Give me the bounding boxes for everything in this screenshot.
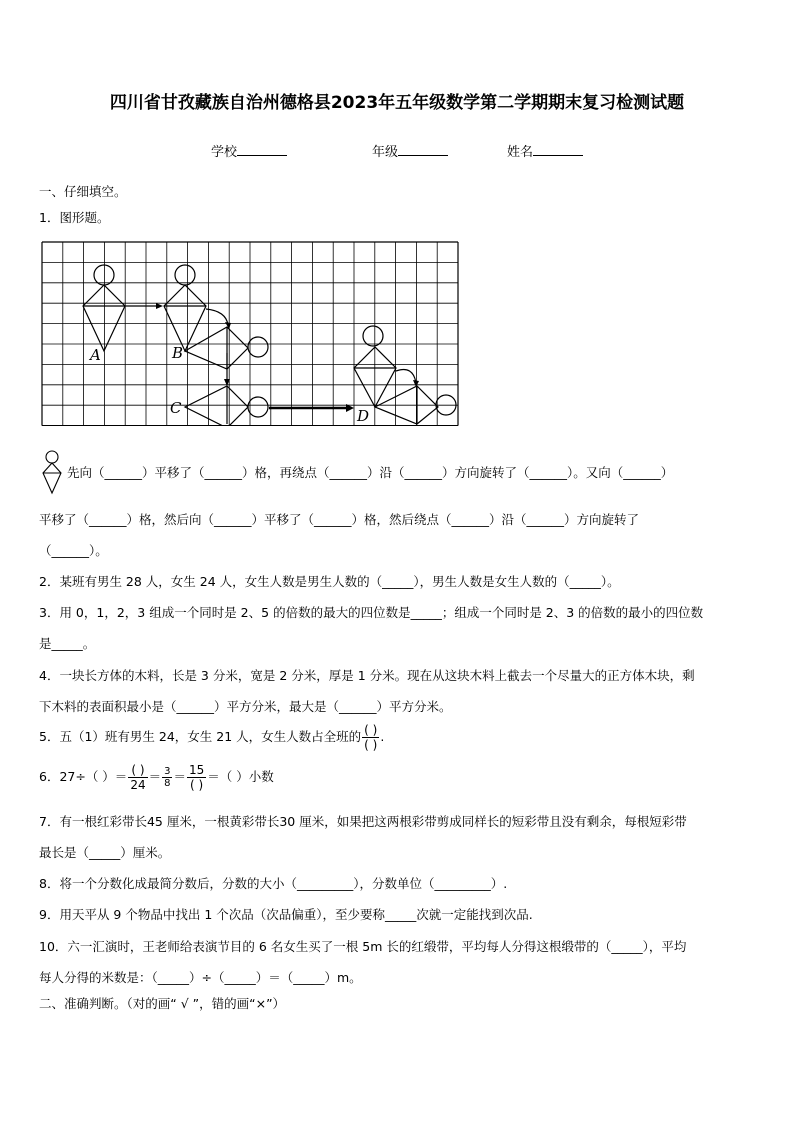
- q7-line2: 最长是（_____）厘米。: [39, 845, 171, 860]
- school-blank: [237, 143, 287, 156]
- name-blank: [533, 143, 583, 156]
- figure-b-diamond: [164, 285, 206, 351]
- name-field: [507, 141, 583, 160]
- figure-label-a: A: [90, 346, 101, 364]
- school-field: [211, 141, 287, 160]
- q6-fraction-2: $\frac{3}{8}$: [164, 766, 171, 789]
- section-1-heading: 一、仔细填空。: [39, 184, 127, 199]
- q6-start: 6．27÷（ ）＝: [39, 769, 128, 784]
- q6: 6．27÷（ ）＝ $\frac{( )}{24}$ ＝ $\frac{3}{8}$ ＝ $\frac{15}{( )}$ ＝（ ）小数: [39, 763, 274, 792]
- q3-line2: 是_____。: [39, 636, 96, 651]
- figure-label-b: B: [172, 344, 184, 362]
- arrow-d-rotate: [396, 370, 416, 384]
- q4-line1: 4．一块长方体的木料，长是 3 分米，宽是 2 分米，厚是 1 分米。现在从这块木料上截去一个尽量大的正方体木块，剩: [39, 668, 695, 683]
- figure-c-diamond: [185, 386, 248, 426]
- q1-line1: 先向（______）平移了（______）格，再绕点（______）沿（______）方向旋转了（______）。又向（______）: [67, 465, 674, 480]
- grid-lines: [42, 242, 458, 426]
- school-label: 学校: [211, 145, 238, 160]
- q5-numerator: ( ): [364, 723, 378, 737]
- reference-figure-icon: [40, 449, 64, 497]
- q1-line3: （______）。: [39, 543, 108, 558]
- figure-label-d: D: [357, 407, 370, 425]
- grade-blank: [398, 143, 448, 156]
- q3-line1: 3．用 0，1，2，3 组成一个同时是 2、5 的倍数的最大的四位数是_____；组成一个同时是 2、3 的倍数的最小的四位数: [39, 605, 704, 620]
- q1-grid-figure: [41, 241, 461, 426]
- q8-text: 8．将一个分数化成最简分数后，分数的大小（_________），分数单位（_________）.: [39, 876, 508, 891]
- q10-line2: 每人分得的米数是：（_____）÷（_____）＝（_____）m。: [39, 970, 362, 985]
- q6-fraction-3: $\frac{15}{( )}$: [189, 763, 205, 792]
- figure-b-rotated-diamond: [185, 327, 248, 369]
- q6-fraction-1: $\frac{( )}{24}$: [130, 763, 146, 792]
- q5-denominator: ( ): [364, 738, 378, 752]
- q1-title: 1．图形题。: [39, 210, 110, 225]
- q5: [39, 723, 384, 752]
- figure-d-circle: [363, 326, 383, 346]
- q2-text: 2．某班有男生 28 人，女生 24 人，女生人数是男生人数的（_____），男生人数是女生人数的（_____）。: [39, 574, 620, 589]
- q1-line2: 平移了（______）格，然后向（______）平移了（______）格，然后绕点（______）沿（______）方向旋转了: [39, 512, 640, 527]
- grade-label: 年级: [372, 145, 399, 160]
- q5-text: 5．五（1）班有男生 24，女生 21 人，女生人数占全班的: [39, 729, 362, 744]
- q4-line2: 下木料的表面积最小是（______）平方分米，最大是（______）平方分米。: [39, 699, 452, 714]
- grade-field: [372, 141, 448, 160]
- q9-text: 9．用天平从 9 个物品中找出 1 个次品（次品偏重），至少要称_____次就一定能找到次品.: [39, 907, 533, 922]
- figure-b-rotated-circle: [248, 337, 268, 357]
- q6-end: ＝（ ）小数: [207, 769, 274, 784]
- section-2-heading: 二、准确判断。（对的画“ √ ”，错的画“×”）: [39, 996, 286, 1011]
- page-title: 四川省甘孜藏族自治州德格县2023年五年级数学第二学期期末复习检测试题: [109, 93, 685, 113]
- arrow-b-rotate: [206, 309, 228, 325]
- q7-line1: 7．有一根红彩带长45 厘米，一根黄彩带长30 厘米，如果把这两根彩带剪成同样长的短彩带且没有剩余，每根短彩带: [39, 814, 687, 829]
- name-label: 姓名: [507, 145, 534, 160]
- figure-label-c: C: [170, 399, 182, 417]
- figure-b-circle: [175, 265, 195, 285]
- q5-end: .: [380, 729, 385, 744]
- figure-c-circle: [248, 397, 268, 417]
- q10-line1: 10．六一汇演时，王老师给表演节目的 6 名女生买了一根 5m 长的红缎带，平均每人分得这根缎带的（_____），平均: [39, 939, 687, 954]
- q5-fraction: [362, 723, 379, 752]
